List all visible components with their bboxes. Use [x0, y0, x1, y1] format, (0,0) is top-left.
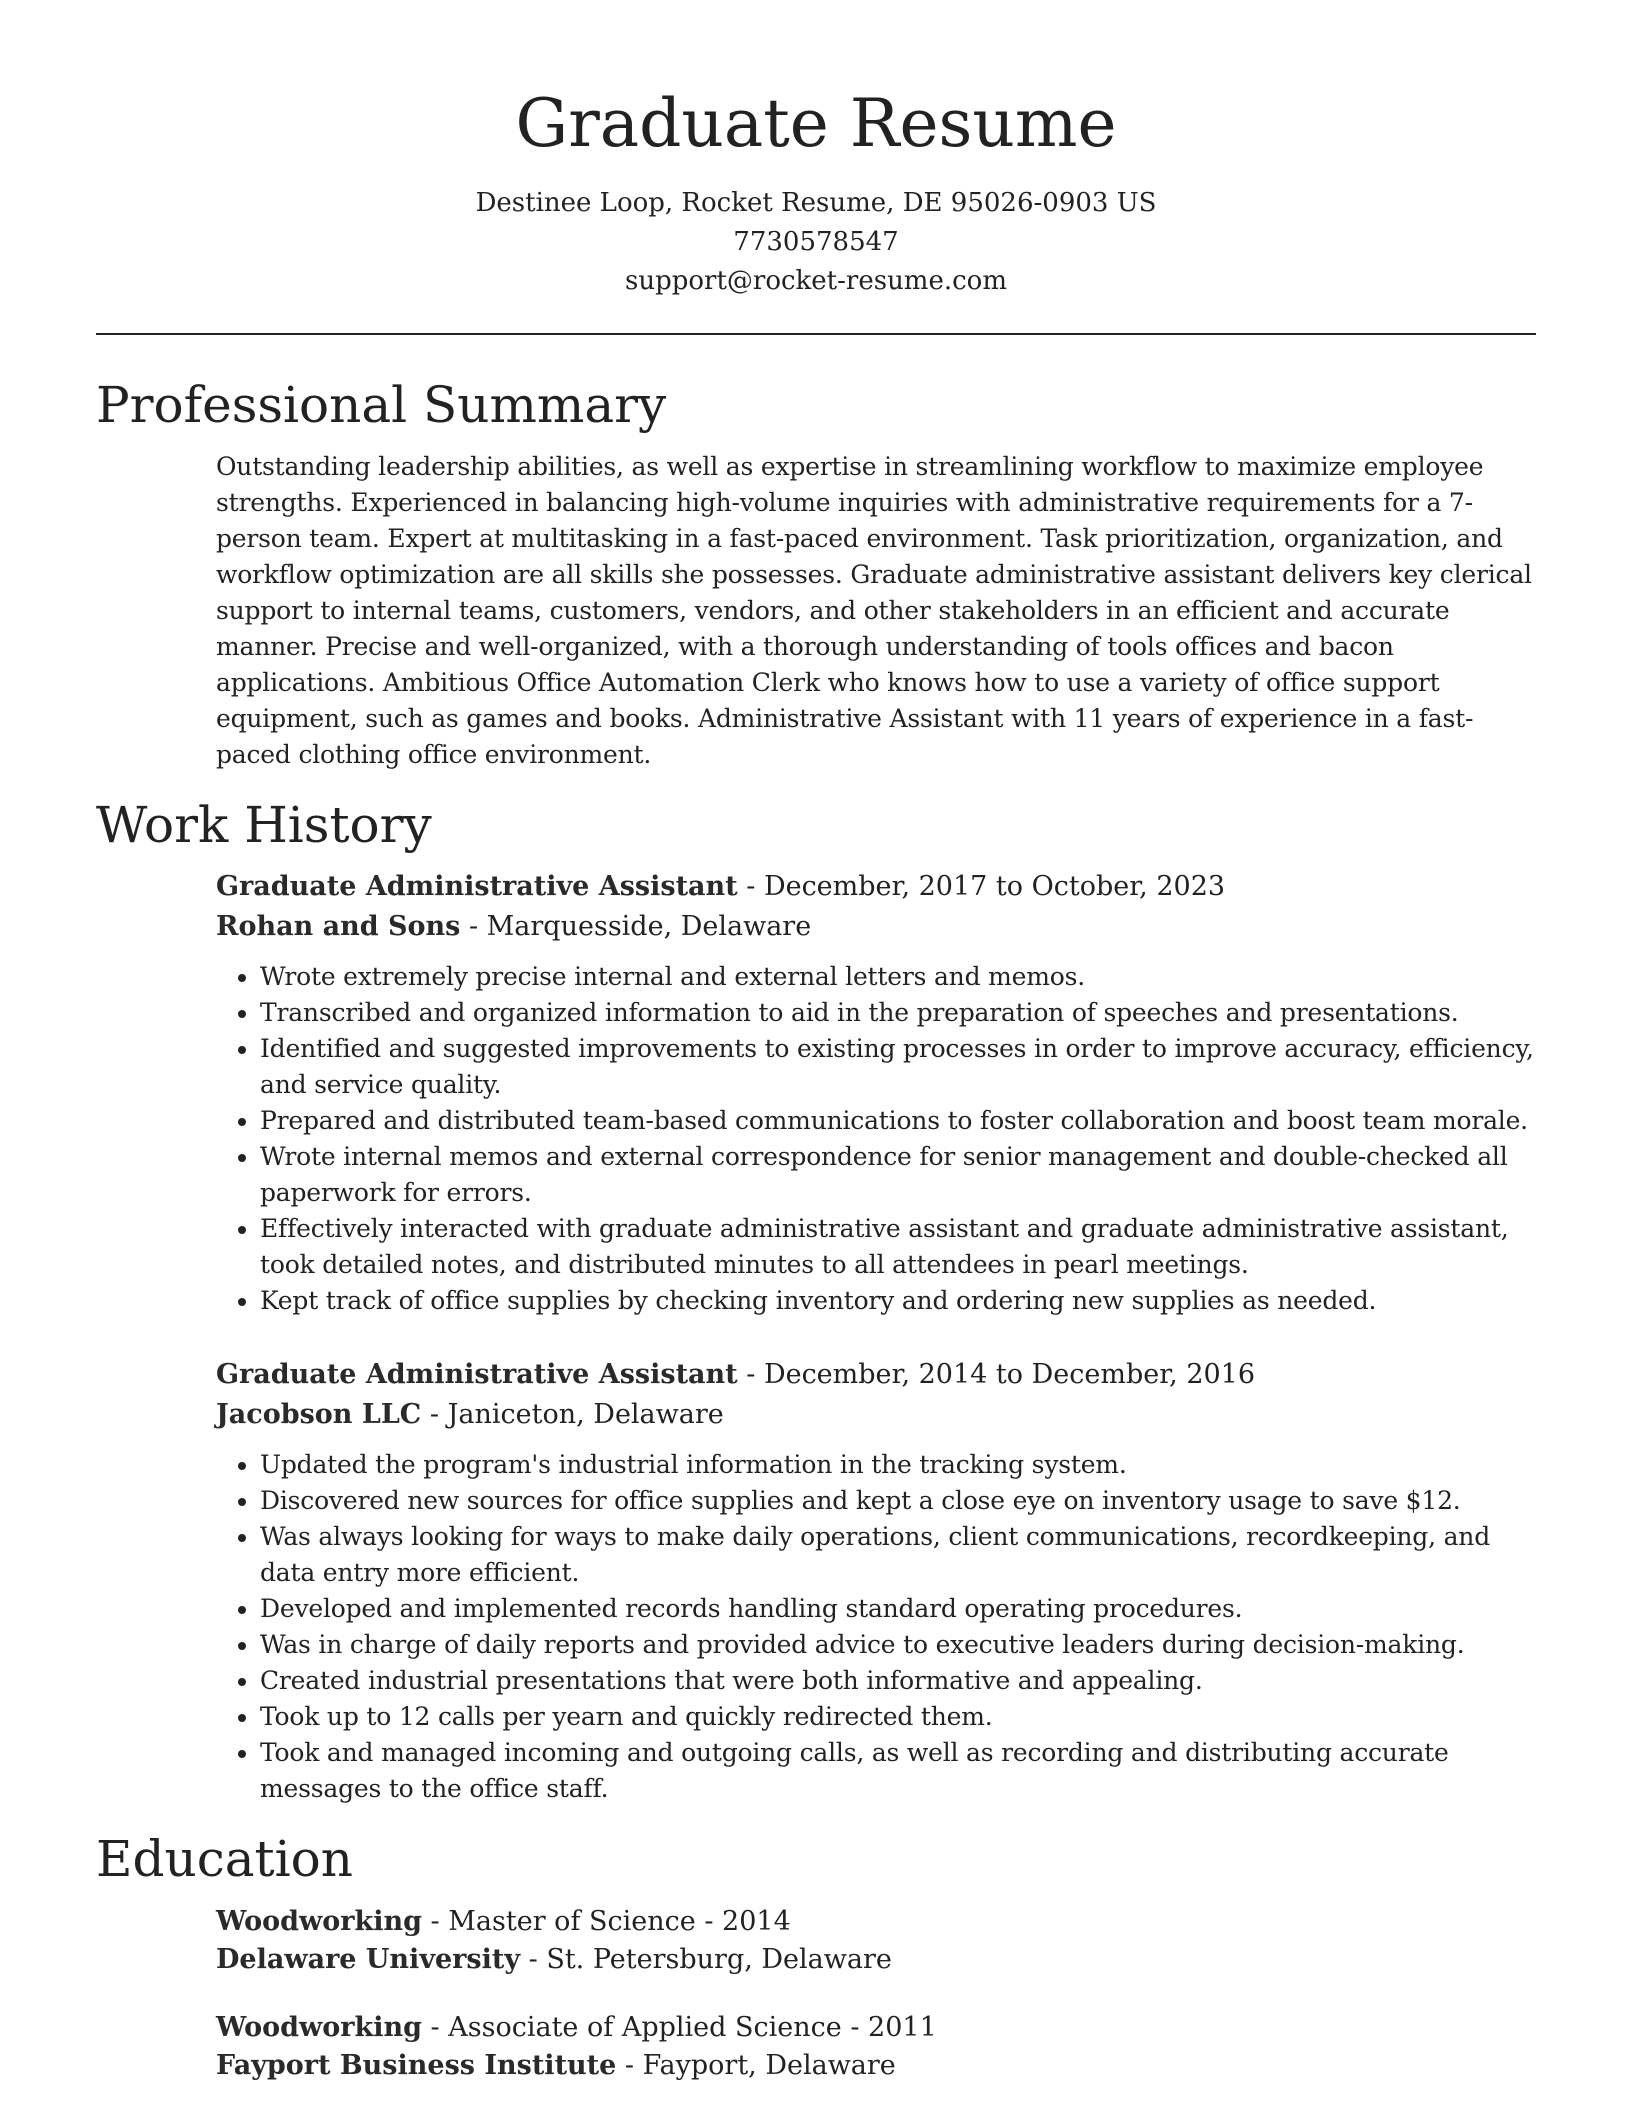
education-degree-line — [216, 1903, 1536, 1941]
list-item: • Wrote extremely precise internal and external letters and memos. — [260, 959, 1536, 995]
work-history-body — [216, 867, 1536, 1807]
separator: - — [841, 2011, 869, 2043]
job-title: Graduate Administrative Assistant — [216, 1358, 738, 1390]
education-entry — [216, 2009, 1536, 2085]
separator: - — [695, 1905, 723, 1937]
job-company: Rohan and Sons — [216, 910, 461, 942]
education-year: 2011 — [868, 2011, 937, 2043]
education-body — [216, 1903, 1536, 2085]
professional-summary-section — [96, 375, 1536, 773]
job-location: Janiceton, Delaware — [447, 1398, 724, 1430]
resume-name: Graduate Resume — [515, 85, 1117, 162]
list-item: • Effectively interacted with graduate administrative assistant and graduate administrative assistant, took detailed notes, and distributed minutes to all attendees in pearl meetings. — [260, 1211, 1536, 1283]
job-entry — [216, 867, 1536, 1319]
job-title-line — [216, 867, 1536, 907]
education-section — [96, 1829, 1536, 2085]
job-dates: December, 2014 to December, 2016 — [763, 1358, 1256, 1390]
contact-phone: 7730578547 — [733, 226, 899, 257]
resume-header — [96, 0, 1536, 301]
job-company: Jacobson LLC — [216, 1398, 422, 1430]
header-divider — [96, 333, 1536, 335]
list-item: • Took and managed incoming and outgoing calls, as well as recording and distributing accurate messages to the office staff. — [260, 1735, 1536, 1807]
job-duties-list — [216, 959, 1536, 1319]
separator: - — [421, 2011, 449, 2043]
work-history-section — [96, 795, 1536, 1807]
education-degree-line — [216, 2009, 1536, 2047]
separator: - — [421, 1398, 448, 1430]
education-school-line — [216, 1941, 1536, 1979]
section-title-summary: Professional Summary — [96, 375, 667, 434]
education-field: Woodworking — [216, 1905, 422, 1937]
section-title-education: Education — [96, 1829, 353, 1888]
education-location: Fayport, Delaware — [642, 2049, 896, 2081]
education-school: Fayport Business Institute — [216, 2049, 617, 2081]
list-item: • Prepared and distributed team-based communications to foster collaboration and boost team morale. — [260, 1103, 1536, 1139]
list-item: • Developed and implemented records handling standard operating procedures. — [260, 1591, 1536, 1627]
education-year: 2014 — [722, 1905, 791, 1937]
education-degree: Associate of Applied Science — [448, 2011, 842, 2043]
separator: - — [616, 2049, 643, 2081]
separator: - — [520, 1943, 547, 1975]
education-school-line — [216, 2047, 1536, 2085]
list-item: • Took up to 12 calls per yearn and quickly redirected them. — [260, 1699, 1536, 1735]
job-company-line — [216, 1395, 1536, 1435]
summary-text: Outstanding leadership abilities, as well as expertise in streamlining workflow to maximize employee strengths. Experienced in balancing high-volume inquiries with administrative requirements for a 7-person team. Expert at multitasking in a fast-paced environment. Task prioritization, organization, and workflow optimization are all skills she possesses. Graduate administrative assistant delivers key clerical support to internal teams, customers, vendors, and other stakeholders in an efficient and accurate manner. Precise and well-organized, with a thorough understanding of tools offices and bacon applications. Ambitious Office Automation Clerk who knows how to use a variety of office support equipment, such as games and books. Administrative Assistant with 11 years of experience in a fast-paced clothing office environment. — [216, 451, 1532, 769]
job-location: Marquesside, Delaware — [486, 910, 812, 942]
education-degree: Master of Science — [448, 1905, 696, 1937]
list-item: • Discovered new sources for office supplies and kept a close eye on inventory usage to save $12. — [260, 1483, 1536, 1519]
list-item: • Was in charge of daily reports and provided advice to executive leaders during decision-making. — [260, 1627, 1536, 1663]
list-item: • Created industrial presentations that were both informative and appealing. — [260, 1663, 1536, 1699]
separator: - — [421, 1905, 449, 1937]
contact-address: Destinee Loop, Rocket Resume, DE 95026-0903 US — [475, 187, 1157, 218]
education-entry — [216, 1903, 1536, 1979]
list-item: • Transcribed and organized information to aid in the preparation of speeches and presentations. — [260, 995, 1536, 1031]
job-entry — [216, 1355, 1536, 1807]
contact-email: support@rocket-resume.com — [624, 265, 1007, 296]
summary-body — [216, 449, 1536, 773]
list-item: • Identified and suggested improvements to existing processes in order to improve accuracy, efficiency, and service quality. — [260, 1031, 1536, 1103]
job-duties-list — [216, 1447, 1536, 1807]
separator: - — [737, 870, 764, 902]
section-title-work-history: Work History — [96, 795, 432, 854]
list-item: • Kept track of office supplies by checking inventory and ordering new supplies as needed. — [260, 1283, 1536, 1319]
separator: - — [737, 1358, 764, 1390]
separator: - — [460, 910, 487, 942]
education-school: Delaware University — [216, 1943, 521, 1975]
job-title-line — [216, 1355, 1536, 1395]
list-item: • Wrote internal memos and external correspondence for senior management and double-checked all paperwork for errors. — [260, 1139, 1536, 1211]
list-item: • Updated the program's industrial information in the tracking system. — [260, 1447, 1536, 1483]
education-field: Woodworking — [216, 2011, 422, 2043]
job-title: Graduate Administrative Assistant — [216, 870, 738, 902]
list-item: • Was always looking for ways to make daily operations, client communications, recordkeeping, and data entry more efficient. — [260, 1519, 1536, 1591]
job-company-line — [216, 907, 1536, 947]
education-location: St. Petersburg, Delaware — [546, 1943, 892, 1975]
job-dates: December, 2017 to October, 2023 — [763, 870, 1226, 902]
